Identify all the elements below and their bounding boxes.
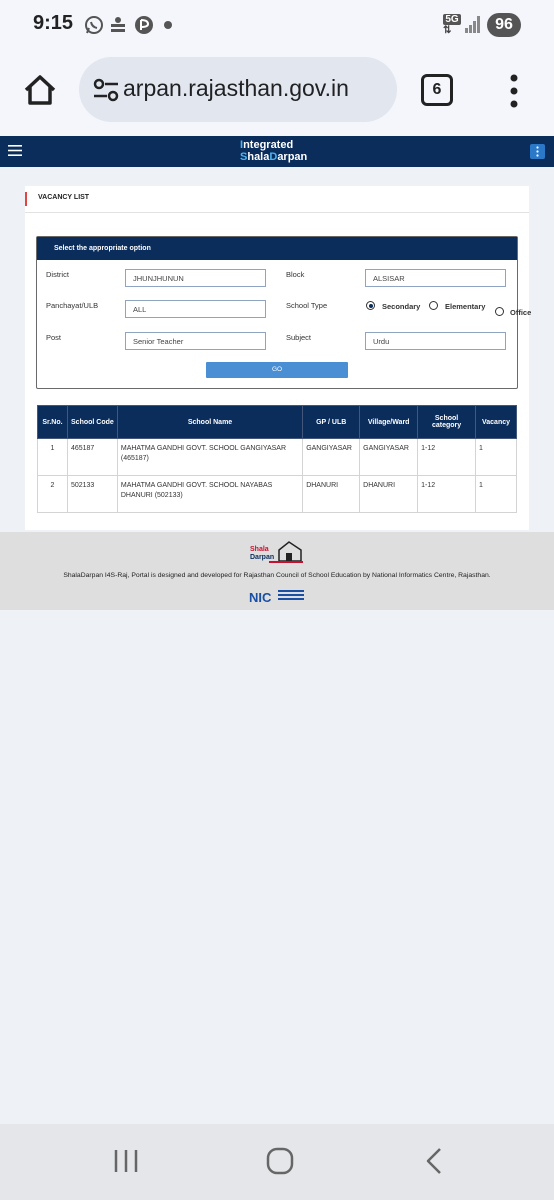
filter-panel-header [37,237,517,260]
panchayat-label: Panchayat/ULB [46,301,99,310]
nic-logo [249,588,305,604]
browser-toolbar [0,52,554,136]
table-row [38,476,517,513]
col-header-village-ward: Village/Ward [360,406,418,439]
cell-vacancy: 1 [476,439,517,476]
cell-school-name: MAHATMA GANDHI GOVT. SCHOOL NAYABAS DHANURI (502133) [117,476,302,513]
col-header-gp-ulb: GP / ULB [303,406,360,439]
go-button[interactable]: GO [206,362,348,378]
post-label: Post [46,333,62,342]
network-5g-icon: 5G ⇅ [443,14,461,36]
radio-secondary[interactable] [366,301,375,310]
status-bar [0,0,554,52]
battery-indicator: 96 [487,13,521,37]
district-field[interactable]: JHUNJHUNUN [125,269,266,287]
site-settings-icon[interactable] [93,78,119,102]
svg-text:Darpan: Darpan [250,554,275,561]
block-field[interactable]: ALSISAR [365,269,506,287]
radio-office[interactable] [495,307,504,316]
shaladarpan-logo [249,540,305,564]
integrated-shaladarpan-logo[interactable]: Integrated ShalaDarpan [240,139,308,163]
cell-village-ward: GANGIYASAR [360,439,418,476]
col-header-srno: Sr.No. [38,406,68,439]
tab-switcher-button[interactable]: 6 [421,74,453,106]
whatsapp-icon [84,15,104,35]
cell-village-ward: DHANURI [360,476,418,513]
filter-panel-title: Select the appropriate option [54,245,151,252]
radio-elementary-label: Elementary [445,302,486,311]
hamburger-menu-icon[interactable] [8,145,22,156]
subject-field[interactable]: Urdu [365,332,506,350]
table-row [38,439,517,476]
svg-text:NIC: NIC [249,590,272,604]
cell-school-code: 465187 [67,439,117,476]
home-icon[interactable] [22,72,58,108]
col-header-school-name: School Name [117,406,302,439]
system-navigation-bar [0,1124,554,1200]
site-header [0,136,554,167]
table-header-row [38,406,517,439]
back-icon[interactable] [423,1146,445,1176]
phone-app-icon [134,15,154,35]
gov-app-icon [108,15,128,35]
notification-dot-icon [164,21,172,29]
cell-gp-ulb: GANGIYASAR [303,439,360,476]
cell-srno: 2 [38,476,68,513]
card-title-bar [25,186,529,213]
status-time: 9:15 [33,12,74,34]
address-bar[interactable] [79,57,397,122]
cell-gp-ulb: DHANURI [303,476,360,513]
url-text: arpan.rajasthan.gov.in [123,75,349,101]
page-title: VACANCY LIST [38,194,90,201]
col-header-school-code: School Code [67,406,117,439]
home-nav-icon[interactable] [265,1146,295,1176]
panchayat-field[interactable]: ALL [125,300,266,318]
options-menu-icon[interactable] [530,144,545,159]
subject-label: Subject [286,333,312,342]
col-header-vacancy: Vacancy [476,406,517,439]
vacancy-card [25,186,532,530]
title-accent-bar [25,192,27,206]
cell-school-category: 1-12 [418,439,476,476]
post-field[interactable]: Senior Teacher [125,332,266,350]
radio-elementary[interactable] [429,301,438,310]
radio-office-label: Office [510,308,532,317]
radio-secondary-label: Secondary [382,302,421,311]
filter-panel [36,236,532,389]
col-header-school-category: School category [418,406,476,439]
cell-school-category: 1-12 [418,476,476,513]
recent-apps-icon[interactable] [113,1148,139,1174]
school-type-label: School Type [286,301,328,310]
block-label: Block [286,270,305,279]
svg-text:Shala: Shala [250,546,269,553]
vacancy-table [37,405,517,513]
signal-icon [465,15,481,33]
site-footer [0,532,554,610]
footer-credit-text: ShalaDarpan I4S-Raj, Portal is designed and developed for Rajasthan Council of School Education by National Informatics Centre, Rajasthan. [63,572,491,579]
browser-menu-icon[interactable] [508,74,520,108]
cell-srno: 1 [38,439,68,476]
district-label: District [46,270,69,279]
cell-school-name: MAHATMA GANDHI GOVT. SCHOOL GANGIYASAR (465187) [117,439,302,476]
cell-school-code: 502133 [67,476,117,513]
cell-vacancy: 1 [476,476,517,513]
